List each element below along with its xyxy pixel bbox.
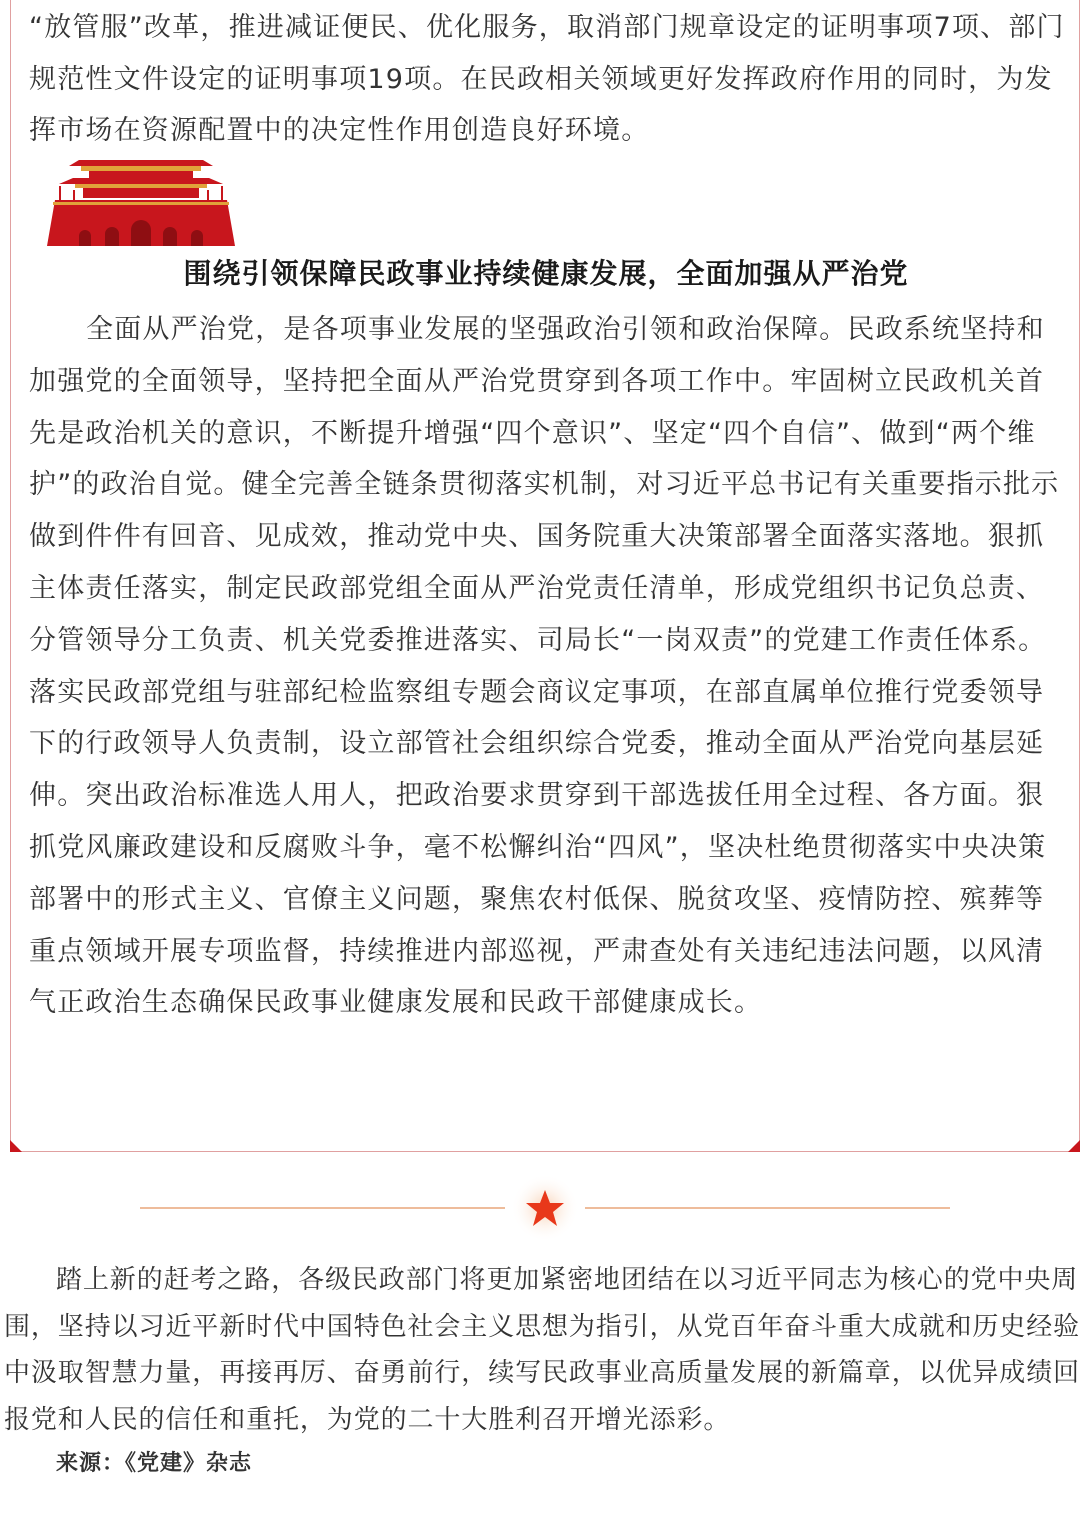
section-body: 全面从严治党，是各项事业发展的坚强政治引领和政治保障。民政系统坚持和加强党的全面领导，坚持把全面从严治党贯穿到各项工作中。牢固树立民政机关首先是政治机关的意识，不断提升增强“四个意识”、坚定“四个自信”、做到“两个维护”的政治自觉。健全完善全链条贯彻落实机制，对习近平总书记有关重要指示批示做到件件有回音、见成效，推动党中央、国务院重大决策部署全面落实落地。狠抓主体责任落实，制定民政部党组全面从严治党责任清单，形成党组织书记负总责、分管领导分工负责、机关党委推进落实、司局长“一岗双责”的党建工作责任体系。落实民政部党组与驻部纪检监察组专题会商议定事项，在部直属单位推行党委领导下的行政领导人负责制，设立部管社会组织综合党委，推动全面从严治党向基层延伸。突出政治标准选人用人，把政治要求贯穿到干部选拔任用全过程、各方面。狠抓党风廉政建设和反腐败斗争，毫不松懈纠治“四风”，坚决杜绝贯彻落实中央决策部署中的形式主义、官僚主义问题，聚焦农村低保、脱贫攻坚、疫情防控、殡葬等重点领域开展专项监督，持续推进内部巡视，严肃查处有关违纪违法问题，以风清气正政治生态确保民政事业健康发展和民政干部健康成长。	[29, 314, 1060, 1019]
star-divider	[0, 1170, 1090, 1250]
section-title: 围绕引领保障民政事业持续健康发展，全面加强从严治党	[183, 257, 909, 290]
intro-paragraph: “放管服”改革，推进减证便民、优化服务，取消部门规章设定的证明事项7项、部门规范性文件设定的证明事项19项。在民政相关领域更好发挥政府作用的同时，为发挥市场在资源配置中的决定性作用创造良好环境。	[29, 12, 1065, 146]
source-line: 来源：《党建》杂志	[56, 1451, 253, 1476]
corner-ornament-right	[1068, 1140, 1080, 1152]
content-card	[10, 0, 1080, 1152]
corner-ornament-left	[10, 1140, 22, 1152]
tiananmen-gate-icon	[39, 156, 243, 246]
closing-paragraph: 踏上新的赶考之路，各级民政部门将更加紧密地团结在以习近平同志为核心的党中央周围，坚持以习近平新时代中国特色社会主义思想为指引，从党百年奋斗重大成就和历史经验中汲取智慧力量，再接再厉、奋勇前行，续写民政事业高质量发展的新篇章，以优异成绩回报党和人民的信任和重托，为党的二十大胜利召开增光添彩。	[4, 1265, 1081, 1435]
